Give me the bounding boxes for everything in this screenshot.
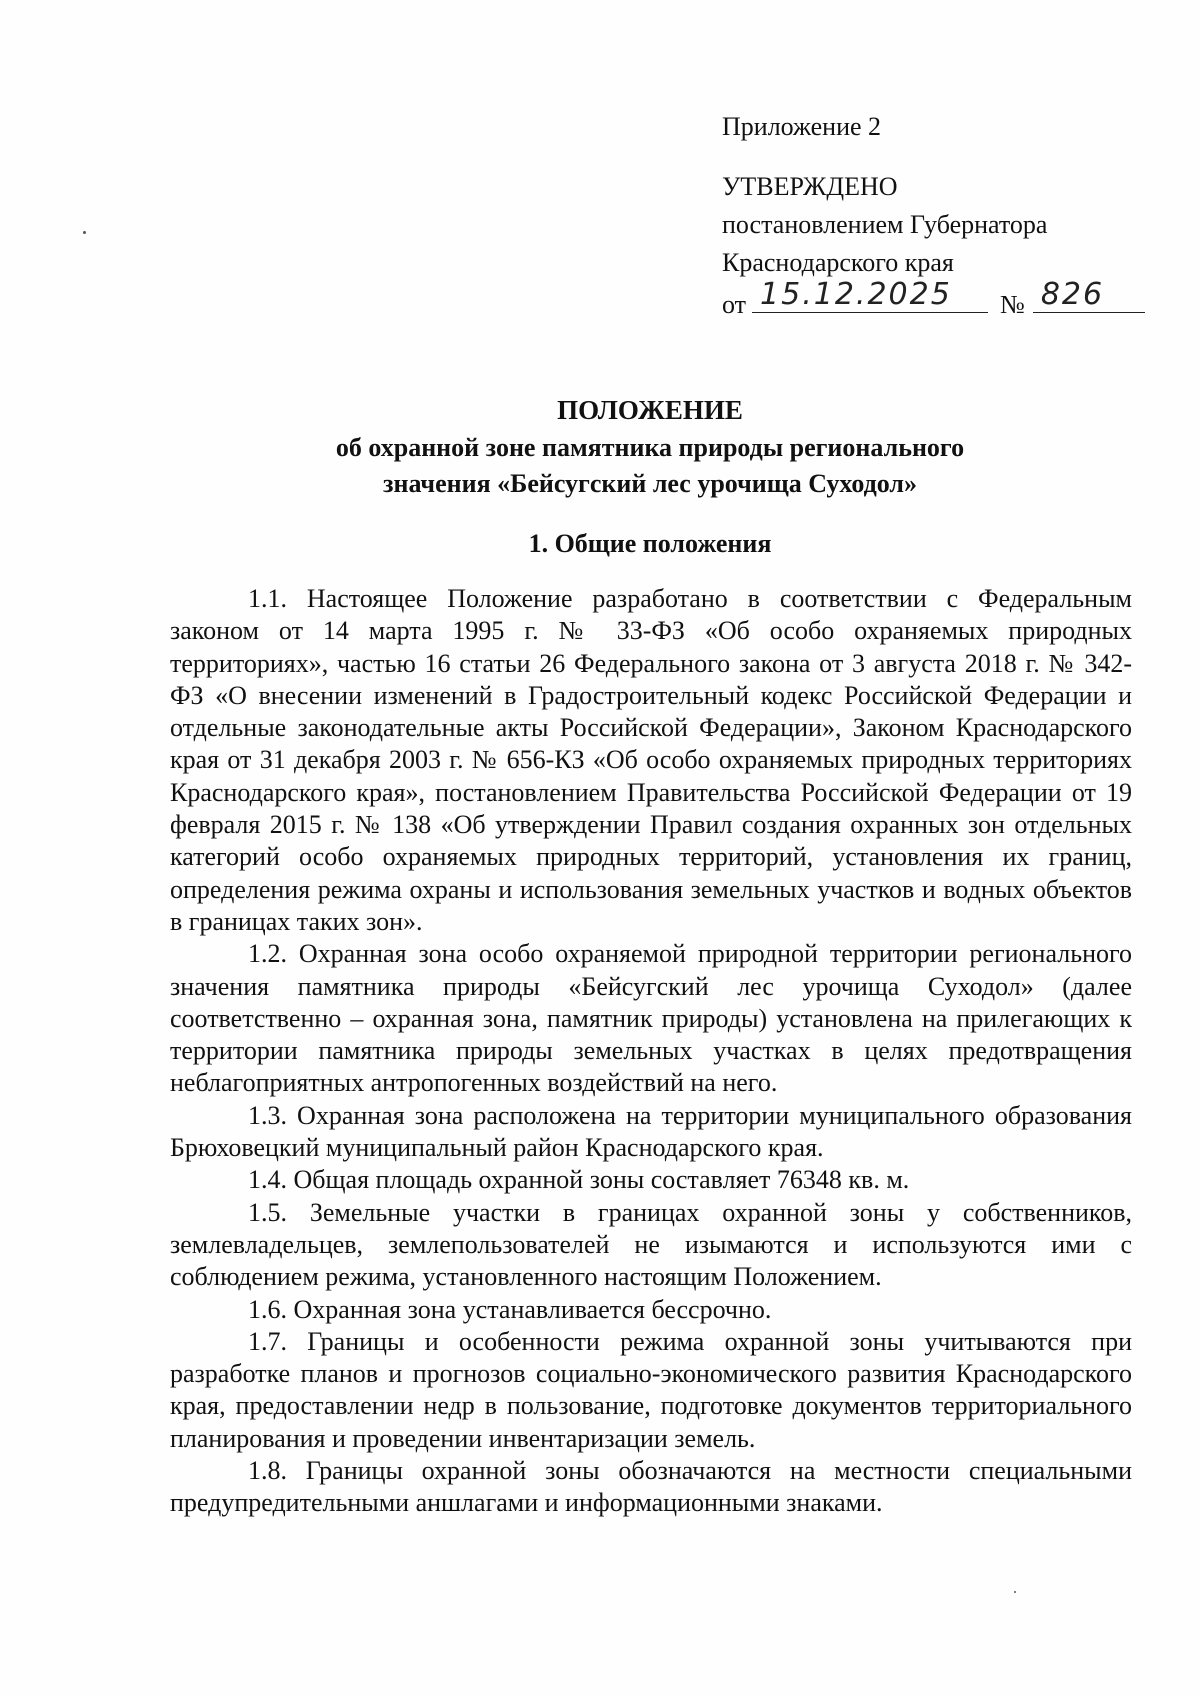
- paragraph-1-3: 1.3. Охранная зона расположена на территории муниципального образования Брюховецкий муниципальный район Краснодарского края.: [170, 1100, 1132, 1163]
- document-subtitle-line-1: об охранной зоне памятника природы регионального: [335, 433, 965, 462]
- paragraph-1-6: 1.6. Охранная зона устанавливается бессрочно.: [248, 1294, 772, 1324]
- scan-speck: [83, 231, 86, 234]
- date-blank: [752, 277, 988, 313]
- scan-speck: [1014, 1591, 1016, 1593]
- date-prefix: от: [722, 290, 747, 319]
- paragraph-1-1: 1.1. Настоящее Положение разработано в соответствии с Федеральным законом от 14 марта 1995 г. № 33-ФЗ «Об особо охраняемых природных территориях», частью 16 статьи 26 Федерального закона от 3 августа 2018 г. № 342-ФЗ «О внесении изменений в Градостроительный кодекс Российской Федерации и отдельные законодательные акты Российской Федерации», Законом Краснодарского края от 31 декабря 2003 г. № 656-КЗ «Об особо охраняемых природных территориях Краснодарского края», постановлением Правительства Российской Федерации от 19 февраля 2015 г. № 138 «Об утверждении Правил создания охранных зон отдельных категорий особо охраняемых природных территорий, установления их границ, определения режима охраны и использования земельных участков и водных объектов в границах таких зон».: [170, 584, 1132, 936]
- number-sign: №: [1000, 290, 1025, 319]
- decree-date-number: [722, 277, 1145, 324]
- handwritten-number: 826: [1040, 277, 1105, 312]
- document-subtitle-line-2: значения «Бейсугский лес урочища Суходол»: [383, 469, 917, 498]
- paragraph-1-7: 1.7. Границы и особенности режима охранной зоны учитываются при разработке планов и прогнозов социально-экономического развития Краснодарского края, предоставлении недр в пользование, подготовке документов территориального планирования и проведении инвентаризации земель.: [170, 1326, 1132, 1453]
- approval-block: [722, 108, 1145, 324]
- section-body: [170, 583, 1132, 1520]
- appendix-label: Приложение 2: [722, 112, 882, 141]
- approved-label: УТВЕРЖДЕНО: [722, 172, 898, 201]
- paragraph-1-8: 1.8. Границы охранной зоны обозначаются на местности специальными предупредительными аншлагами и информационными знаками.: [170, 1456, 1132, 1518]
- approved-by-line-1: постановлением Губернатора: [722, 210, 1048, 239]
- paragraph-1-2: 1.2. Охранная зона особо охраняемой природной территории регионального значения памятника природы «Бейсугский лес урочища Суходол» (далее соответственно – охранная зона, памятник природы) установлена на прилегающих к территории памятника природы земельных участках в целях предотвращения неблагоприятных антропогенных воздействий на него.: [170, 939, 1132, 1098]
- paragraph-1-4: 1.4. Общая площадь охранной зоны составляет 76348 кв. м.: [248, 1165, 910, 1195]
- document-title-block: [170, 392, 1130, 502]
- document-title: ПОЛОЖЕНИЕ: [557, 395, 743, 425]
- number-blank: [1033, 277, 1145, 313]
- approved-by-line-2: Краснодарского края: [722, 248, 954, 277]
- handwritten-date: 15.12.2025: [760, 277, 952, 312]
- section-heading: 1. Общие положения: [528, 529, 772, 558]
- paragraph-1-5: 1.5. Земельные участки в границах охранной зоны у собственников, землевладельцев, землепользователей не изымаются и используются ими с соблюдением режима, установленного настоящим Положением.: [170, 1197, 1132, 1292]
